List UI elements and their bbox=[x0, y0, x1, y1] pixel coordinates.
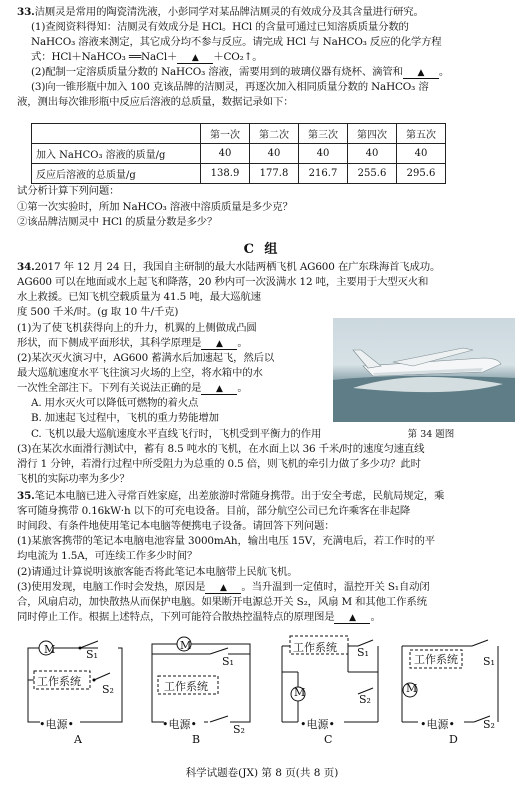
q33-line-9: ①第一次实验时，所加 NaHCO₃ 溶液中溶质质量是多少克？ bbox=[17, 201, 293, 213]
table-row: 加入 NaHCO₃ 溶液的质量/g 40 40 40 40 40 bbox=[32, 144, 446, 164]
q35-line-3: 时间段、有条件地使用笔记本电脑等便携电子设备。请回答下列问题： bbox=[17, 520, 335, 532]
q33-line-7: 液，测出每次锥形瓶中反应后溶液的总质量，数据记录如下： bbox=[17, 96, 294, 108]
q33-line-6: (3)向一锥形瓶中加入 100 克该品牌的洁厕灵，再逐次加入相同质量分数的 NaHCO₃ 溶 bbox=[31, 81, 429, 93]
q34-number: 34. bbox=[17, 261, 35, 273]
switch-label: S₂ bbox=[102, 683, 114, 696]
q33-line-2: (1)查阅资料得知：洁厕灵有效成分是 HCl。HCl 的含量可通过已知溶质质量分数的 bbox=[31, 21, 409, 33]
q34-line-8: 最大巡航速度水平飞往演习火场的上空，将水箱中的水 bbox=[17, 367, 263, 379]
q35-line-6: (2)请通过计算说明该旅客能否将此笔记本电脑带上民航飞机。 bbox=[17, 566, 298, 578]
switch-label: S₁ bbox=[86, 648, 98, 661]
q34-line-6: 形状，而下侧成平面形状，其科学原理是 ▲ 。 bbox=[17, 337, 248, 349]
power-label: •电源• bbox=[162, 718, 197, 731]
work-system-label: 工作系统 bbox=[293, 641, 337, 654]
option-label: B bbox=[192, 733, 201, 746]
q33-line-10: ②该品牌洁厕灵中 HCl 的质量分数是多少？ bbox=[17, 216, 218, 228]
seaplane-photo bbox=[333, 318, 515, 422]
motor-label: M bbox=[180, 639, 192, 652]
q35-line-8: 合，风扇启动，加快散热从而保护电脑。如果断开电源总开关 S₂，风扇 M 和其他工作系统 bbox=[17, 596, 427, 608]
q35-line-7: (3)使用发现，电脑工作时会发热，原因是 ▲ 。当升温到一定值时，温控开关 S₁自动闭 bbox=[17, 581, 430, 593]
q34-line-1: 34.2017 年 12 月 24 日，我国自主研制的最大水陆两栖飞机 AG600 在广东珠海首飞成功。 bbox=[17, 261, 441, 273]
q34-line-11: 滑行 1 分钟，若滑行过程中所受阻力为总重的 0.5 倍，则飞机的牵引力做了多少功？此时 bbox=[17, 458, 421, 470]
switch-label: S₁ bbox=[357, 646, 369, 659]
power-label: •电源• bbox=[420, 718, 455, 731]
q33-data-table bbox=[31, 123, 446, 184]
switch-label: S₂ bbox=[359, 693, 371, 706]
q34-line-4: 度 500 千米/时。(g 取 10 牛/千克) bbox=[17, 306, 179, 318]
q35-line-9: 同时停止工作。根据上述特点，下列可能符合散热控温特点的原理图是 ▲ 。 bbox=[17, 611, 381, 623]
q34-line-7: (2)某次灭火演习中，AG600 蓄满水后加速起飞，然后以 bbox=[17, 352, 275, 364]
q35-line-2: 客可随身携带 0.16kW·h 以下的可充电设备。目前，部分航空公司已允许乘客在非起降 bbox=[17, 505, 411, 517]
q34-line-12: 飞机的实际功率为多少？ bbox=[17, 473, 130, 485]
q34-line-5: (1)为了使飞机获得向上的升力，机翼的上侧做成凸圆 bbox=[17, 322, 257, 334]
q35-line-1: 35.笔记本电脑已进入寻常百姓家庭，出差旅游时常随身携带。出于安全考虑，民航局规定，乘 bbox=[17, 490, 445, 502]
q33-line-3: NaHCO₃ 溶液来测定，其它成分均不参与反应。请完成 HCl 与 NaHCO₃ 反应的化学方程 bbox=[31, 36, 442, 48]
work-system-label: 工作系统 bbox=[164, 680, 208, 693]
answer-blank[interactable]: ▲ bbox=[334, 612, 370, 624]
q35-line-4: (1)某旅客携带的笔记本电脑电池容量 3000mAh，输出电压 15V，充满电后，若工作时的平 bbox=[17, 535, 435, 547]
q34-option-c: C. 飞机以最大巡航速度水平直线飞行时，飞机受到平衡力的作用 bbox=[31, 428, 322, 440]
answer-blank[interactable]: ▲ bbox=[205, 582, 241, 594]
table-row: 第一次 第二次 第三次 第四次 第五次 bbox=[32, 124, 446, 144]
q33-line-1: 33.洁厕灵是常用的陶瓷清洗液，小彭同学对某品牌洁厕灵的有效成分及其含量进行研究。 bbox=[17, 6, 424, 18]
switch-label: S₂ bbox=[233, 723, 245, 736]
switch-label: S₂ bbox=[483, 718, 495, 731]
power-label: •电源• bbox=[300, 718, 335, 731]
answer-blank[interactable]: ▲ bbox=[201, 383, 237, 395]
q35-line-5: 均电流为 1.5A，可连续工作多少时间？ bbox=[17, 550, 198, 562]
table-row: 反应后溶液的总质量/g 138.9 177.8 216.7 255.6 295.6 bbox=[32, 164, 446, 184]
q34-option-b: B. 加速起飞过程中，飞机的重力势能增加 bbox=[31, 412, 219, 424]
q34-line-2: AG600 可以在地面或水上起飞和降落，20 秒内可一次汲满水 12 吨，主要用于大型灭火和 bbox=[17, 276, 429, 288]
option-label: C bbox=[324, 733, 333, 746]
motor-label: M bbox=[294, 686, 306, 699]
q34-line-10: (3)在某次水面滑行测试中，蓄有 8.5 吨水的飞机，在水面上以 36 千米/时的速度匀速直线 bbox=[17, 443, 425, 455]
switch-label: S₁ bbox=[222, 655, 234, 668]
power-label: •电源• bbox=[39, 718, 74, 731]
q34-line-3: 水上救援。已知飞机空载质量为 41.5 吨，最大巡航速 bbox=[17, 291, 261, 303]
answer-blank[interactable]: ▲ bbox=[201, 338, 237, 350]
q35-number: 35. bbox=[17, 490, 35, 502]
q34-line-9: 一次性全部注下。下列有关说法正确的是 ▲ 。 bbox=[17, 382, 248, 394]
answer-blank[interactable]: ▲ bbox=[177, 52, 213, 64]
section-heading: C 组 bbox=[243, 242, 281, 257]
page-footer: 科学试题卷(JX) 第 8 页(共 8 页) bbox=[185, 767, 339, 779]
q33-number: 33. bbox=[17, 6, 35, 18]
option-label: D bbox=[449, 733, 458, 746]
answer-blank[interactable]: ▲ bbox=[403, 67, 439, 79]
work-system-label: 工作系统 bbox=[37, 675, 81, 688]
option-label: A bbox=[74, 733, 82, 746]
motor-label: M bbox=[44, 643, 56, 656]
figure-caption: 第 34 题图 bbox=[407, 429, 455, 440]
q33-line-4: 式：HCl＋NaHCO₃ ══NaCl＋ ▲ ＋CO₂↑。 bbox=[31, 51, 263, 63]
q34-option-a: A. 用水灭火可以降低可燃物的着火点 bbox=[31, 397, 199, 409]
motor-label: M bbox=[406, 682, 418, 695]
q33-line-5: (2)配制一定溶质质量分数的 NaHCO₃ 溶液，需要用到的玻璃仪器有烧杯、滴管和 ▲ 。 bbox=[31, 66, 450, 78]
switch-label: S₁ bbox=[483, 655, 495, 668]
q33-line-8: 试分析计算下列问题： bbox=[17, 185, 120, 197]
work-system-label: 工作系统 bbox=[414, 653, 458, 666]
